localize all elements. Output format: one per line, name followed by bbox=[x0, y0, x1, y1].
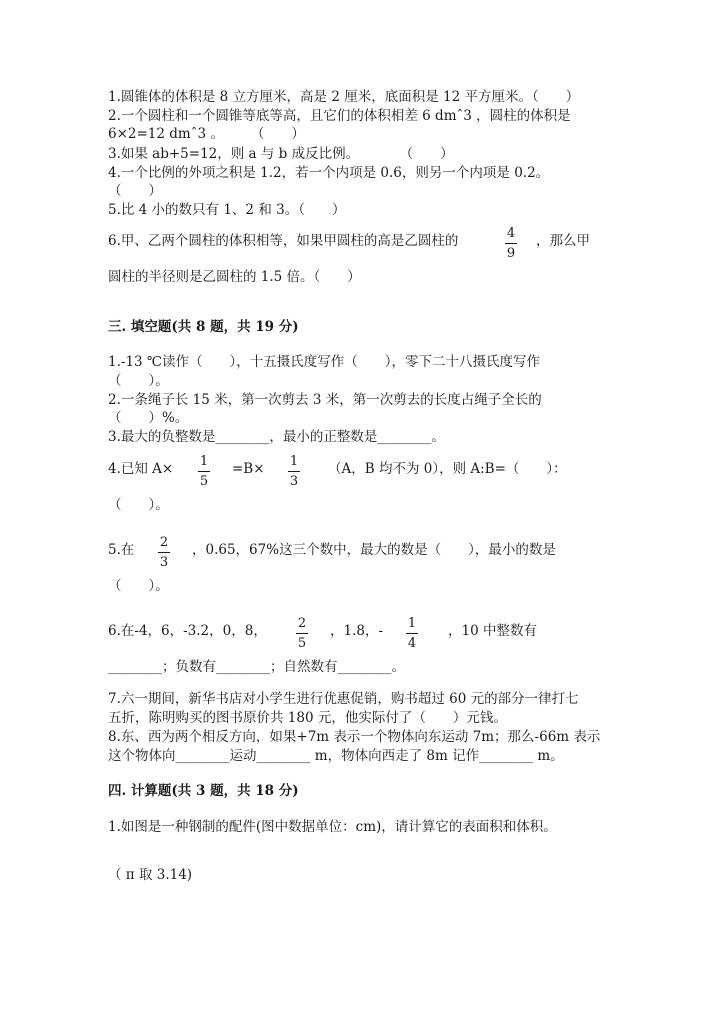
fill-q1-line2: （ ）。 bbox=[108, 373, 169, 389]
calc-q1: 1.如图是一种钢制的配件(图中数据单位：cm)，请计算它的表面积和体积。 bbox=[108, 819, 557, 835]
judge-q6-line2: 圆柱的半径则是乙圆柱的 1.5 倍。（ ） bbox=[108, 269, 361, 285]
fill-q6-text-post: ，10 中整数有 bbox=[448, 623, 537, 639]
fill-q4-fraction-2 bbox=[288, 454, 300, 489]
fraction-denominator: 5 bbox=[297, 636, 307, 651]
fill-q5-fraction bbox=[158, 535, 170, 570]
fraction-numerator: 1 bbox=[199, 454, 209, 469]
fill-q6-text-pre: 6.在-4，6，-3.2，0，8， bbox=[108, 623, 267, 639]
judge-q4-line2: （ ） bbox=[108, 183, 162, 199]
fill-q6-fraction-1 bbox=[296, 616, 308, 651]
fill-q4-line2: （ ）。 bbox=[108, 497, 169, 513]
judge-q1: 1.圆锥体的体积是 8 立方厘米，高是 2 厘米，底面积是 12 平方厘米。（ ） bbox=[108, 89, 580, 105]
fraction-numerator: 2 bbox=[159, 535, 169, 550]
fill-q5-line2: （ ）。 bbox=[108, 578, 169, 594]
fill-q8-line2: 这个物体向________运动________ m，物体向西走了 8m 记作________ m。 bbox=[108, 748, 564, 764]
fraction-bar bbox=[198, 471, 210, 472]
fill-q4-text-pre: 4.已知 A× bbox=[108, 461, 174, 477]
judge-q2-line2: 6×2=12 dmˆ3 。 （ ） bbox=[108, 126, 305, 142]
fraction-denominator: 3 bbox=[159, 555, 169, 570]
fill-q4-text-post: （A，B 均不为 0），则 A:B=（ ）： bbox=[328, 461, 567, 477]
judge-q2-line1: 2.一个圆柱和一个圆锥等底等高，且它们的体积相差 6 dmˆ3 ，圆柱的体积是 bbox=[108, 108, 571, 124]
fraction-bar bbox=[505, 243, 517, 244]
section-fill-heading: 三. 填空题(共 8 题，共 19 分) bbox=[108, 319, 299, 335]
fill-q6-fraction-2 bbox=[406, 616, 418, 651]
judge-q6-text-pre: 6.甲、乙两个圆柱的体积相等，如果甲圆柱的高是乙圆柱的 bbox=[108, 233, 459, 249]
fill-q2-line2: （ ）%。 bbox=[108, 410, 189, 426]
judge-q6-text-post: ，那么甲 bbox=[536, 233, 590, 249]
fill-q4-text-mid: =B× bbox=[232, 461, 265, 477]
judge-q4-line1: 4.一个比例的外项之积是 1.2，若一个内项是 0.6，则另一个内项是 0.2。 bbox=[108, 165, 550, 181]
fill-q8-line1: 8.东、西为两个相反方向，如果+7m 表示一个物体向东运动 7m；那么-66m 表示 bbox=[108, 729, 601, 745]
judge-q5: 5.比 4 小的数只有 1、2 和 3。（ ） bbox=[108, 202, 346, 218]
fraction-bar bbox=[288, 471, 300, 472]
fill-q2-line1: 2.一条绳子长 15 米，第一次剪去 3 米，第一次剪去的长度占绳子全长的 bbox=[108, 392, 542, 408]
fraction-bar bbox=[406, 633, 418, 634]
fraction-numerator: 1 bbox=[407, 616, 417, 631]
section-calc-heading: 四. 计算题(共 3 题，共 18 分) bbox=[108, 783, 299, 799]
fill-q3: 3.最大的负整数是________，最小的正整数是________。 bbox=[108, 429, 445, 445]
fill-q7-line1: 7.六一期间，新华书店对小学生进行优惠促销，购书超过 60 元的部分一律打七 bbox=[108, 691, 579, 707]
fill-q5-text-post: ，0.65，67%这三个数中，最大的数是（ ），最小的数是 bbox=[192, 542, 556, 558]
judge-q6-fraction bbox=[505, 226, 517, 261]
judge-q3: 3.如果 ab+5=12，则 a 与 b 成反比例。 （ ） bbox=[108, 146, 454, 162]
fraction-numerator: 1 bbox=[289, 454, 299, 469]
fraction-denominator: 9 bbox=[506, 246, 516, 261]
fill-q4-fraction-1 bbox=[198, 454, 210, 489]
fraction-numerator: 4 bbox=[506, 226, 516, 241]
fill-q5-text-pre: 5.在 bbox=[108, 542, 135, 558]
calc-pi-note: （ π 取 3.14) bbox=[108, 867, 193, 883]
fraction-bar bbox=[296, 633, 308, 634]
fraction-denominator: 3 bbox=[289, 474, 299, 489]
fill-q6-line2: ________；负数有________；自然数有________。 bbox=[108, 659, 405, 675]
fraction-denominator: 5 bbox=[199, 474, 209, 489]
fraction-denominator: 4 bbox=[407, 636, 417, 651]
fraction-bar bbox=[158, 552, 170, 553]
fill-q7-line2: 五折，陈明购买的图书原价共 180 元，他实际付了（ ）元钱。 bbox=[108, 710, 507, 726]
fill-q6-text-mid: ，1.8，- bbox=[330, 623, 384, 639]
fill-q1-line1: 1.-13 ℃读作（ ），十五摄氏度写作（ ），零下二十八摄氏度写作 bbox=[108, 354, 541, 370]
fraction-numerator: 2 bbox=[297, 616, 307, 631]
